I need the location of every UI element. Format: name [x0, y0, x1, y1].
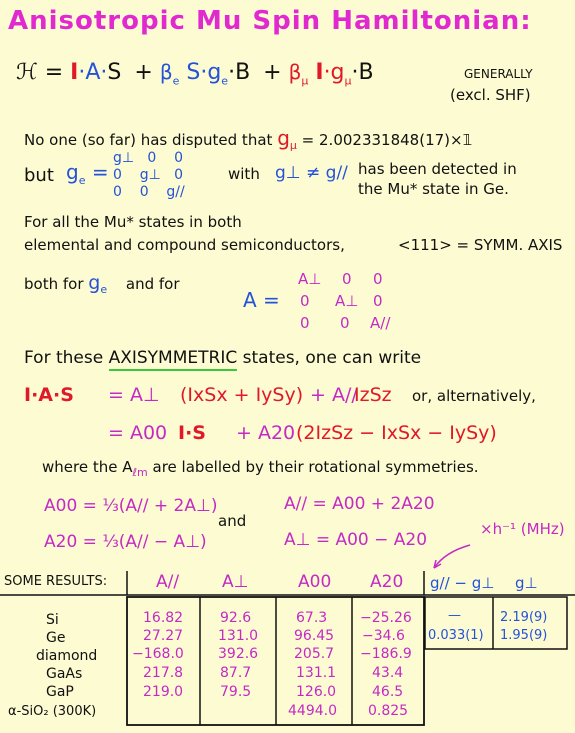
field-B: ·B	[228, 60, 251, 85]
cell-A-par: 217.8	[143, 665, 184, 681]
with-word: with	[228, 165, 260, 183]
where-sub: ℓm	[132, 466, 148, 479]
detected-line2: the Mu* state in Ge.	[358, 180, 509, 198]
relation-Aperp: A⊥ = A00 − A20	[284, 530, 428, 550]
spin-I: I	[70, 60, 79, 85]
cell-A00: 205.7	[294, 646, 335, 662]
spin-S: S	[107, 60, 122, 85]
cell-A00: 126.0	[296, 684, 337, 700]
cell-A00: 4494.0	[288, 703, 337, 719]
axisym-post: states, one can write	[242, 348, 422, 368]
header-A-perp: A⊥	[222, 572, 249, 592]
header-A00: A00	[298, 572, 332, 592]
relation-A20: A20 = ⅓(A// − A⊥)	[44, 532, 207, 552]
excl-shf-note: (excl. SHF)	[450, 86, 531, 104]
cell-A20: 43.4	[372, 665, 404, 681]
row-label-gap: GaP	[46, 684, 74, 700]
A-matrix-cell: 0	[300, 314, 310, 332]
and-for-text: and for	[125, 275, 180, 293]
row-label-gaas: GaAs	[46, 666, 83, 682]
all-states-line2: elemental and compound semiconductors,	[24, 236, 345, 254]
A-matrix-cell: 0	[340, 314, 350, 332]
eq1-rhs-d: IzSz	[354, 384, 392, 406]
hamiltonian-lhs: ℋ =	[16, 60, 71, 85]
cell-g-perp: 2.19(9)	[500, 610, 548, 625]
generally-note: GENERALLY	[464, 67, 533, 81]
eq2-d: (2IzSz − IxSx − IySy)	[296, 422, 497, 444]
ge-eq: =	[91, 160, 109, 184]
A-matrix-cell: A//	[370, 314, 391, 332]
cell-A20: −34.6	[362, 628, 405, 644]
A-eq: =	[263, 288, 280, 312]
header-g-perp: g⊥	[515, 574, 538, 592]
beta-e: β	[159, 60, 173, 84]
cell-A-perp: 92.6	[220, 610, 252, 626]
hyperfine-tensor: ·A·	[78, 60, 108, 85]
page-title: Anisotropic Mu Spin Hamiltonian:	[8, 6, 532, 36]
relation-Apar: A// = A00 + 2A20	[284, 494, 435, 514]
cell-A20: −186.9	[360, 646, 412, 662]
cell-A-perp: 131.0	[218, 628, 259, 644]
eq1-rhs-b: (IxSx + IySy)	[180, 384, 304, 406]
header-g-diff: g// − g⊥	[430, 574, 495, 592]
ge-matrix-row: g⊥ 0 0	[113, 150, 184, 166]
beta-e-sub: e	[172, 74, 180, 88]
ge-symbol: g	[66, 160, 79, 184]
ge-symbol-3: g	[88, 272, 101, 294]
A-matrix-cell: A⊥	[298, 270, 322, 288]
gmu-value: = 2.002331848(17)×𝟙	[301, 131, 473, 149]
both-for-text: both for	[24, 275, 84, 293]
eq1-alt: or, alternatively,	[412, 387, 536, 405]
row-label-si: Si	[46, 612, 59, 628]
eq2-a: = A00	[108, 422, 168, 444]
plus-sign: +	[134, 60, 153, 85]
cell-g-perp: 1.95(9)	[500, 628, 548, 643]
A-matrix-cell: 0	[342, 270, 352, 288]
beta-mu: β	[288, 60, 302, 84]
eq1-rhs-a: = A⊥	[108, 384, 160, 406]
cell-A20: 46.5	[372, 684, 404, 700]
g-mu-sub: μ	[344, 74, 352, 88]
relations-and: and	[218, 512, 247, 530]
eq2-b: I·S	[178, 422, 206, 444]
cell-A-perp: 79.5	[220, 684, 252, 700]
where-post: are labelled by their rotational symmetries.	[152, 458, 479, 476]
but-word: but	[24, 165, 54, 186]
cell-A-perp: 87.7	[220, 665, 252, 681]
A-matrix-cell: 0	[373, 292, 383, 310]
A-matrix-cell: A⊥	[335, 292, 359, 310]
row-label-sio2: α-SiO₂ (300K)	[8, 704, 97, 719]
axisymmetric-word: AXISYMMETRIC	[109, 348, 238, 371]
ge-matrix-row: 0 g⊥ 0	[113, 167, 184, 183]
header-A20: A20	[370, 572, 404, 592]
symm-axis: <111> = SYMM. AXIS	[398, 236, 563, 254]
g-mu-symbol-sub: μ	[289, 139, 297, 152]
cell-A-par: 16.82	[143, 610, 184, 626]
A-matrix-cell: 0	[300, 292, 310, 310]
units-label: ×h⁻¹ (MHz)	[480, 520, 565, 538]
header-A-par: A//	[156, 572, 180, 592]
eq1-lhs-text: I·A·S	[24, 384, 74, 406]
cell-A20: −25.26	[360, 610, 412, 626]
A-matrix-cell: 0	[373, 270, 383, 288]
cell-A-par: 219.0	[143, 684, 184, 700]
cell-g-diff: —	[448, 608, 461, 623]
g-e-sub: e	[221, 74, 229, 88]
eq2-c: + A20	[236, 422, 296, 444]
field-B-2: ·B	[351, 60, 374, 85]
cell-A00: 96.45	[294, 628, 335, 644]
spin-S-2: S	[186, 60, 201, 85]
A-symbol: A	[243, 288, 257, 312]
relation-A00: A00 = ⅓(A// + 2A⊥)	[44, 496, 218, 516]
spin-I-2: I	[315, 60, 324, 85]
all-states-line1: For all the Mu* states in both	[24, 213, 242, 231]
cell-A00: 67.3	[296, 610, 328, 626]
g-condition: g⊥ ≠ g//	[275, 163, 348, 183]
axisym-pre: For these	[24, 348, 104, 368]
eq1-rhs-c: + A//	[310, 384, 358, 406]
where-text: where the A	[42, 458, 133, 476]
some-results-label: SOME RESULTS:	[4, 574, 108, 589]
beta-mu-sub: μ	[301, 74, 309, 88]
ge-matrix-row: 0 0 g//	[113, 184, 185, 200]
cell-A-par: 27.27	[143, 628, 184, 644]
g-mu-tensor: ·g	[323, 60, 345, 85]
cell-A00: 131.1	[296, 665, 337, 681]
row-label-ge: Ge	[46, 630, 66, 646]
row-label-diamond: diamond	[36, 648, 98, 664]
cell-A-par: −168.0	[132, 646, 184, 662]
cell-g-diff: 0.033(1)	[428, 628, 484, 643]
g-mu-symbol: g	[277, 126, 290, 150]
cell-A20: 0.825	[368, 703, 409, 719]
gmu-text: No one (so far) has disputed that	[24, 131, 273, 149]
ge-symbol-sub: e	[78, 174, 86, 187]
g-e-tensor: ·g	[200, 60, 222, 85]
cell-A-perp: 392.6	[218, 646, 259, 662]
detected-line1: has been detected in	[358, 160, 517, 178]
plus-sign-2: +	[263, 60, 282, 85]
ge-symbol-3-sub: e	[100, 283, 108, 296]
